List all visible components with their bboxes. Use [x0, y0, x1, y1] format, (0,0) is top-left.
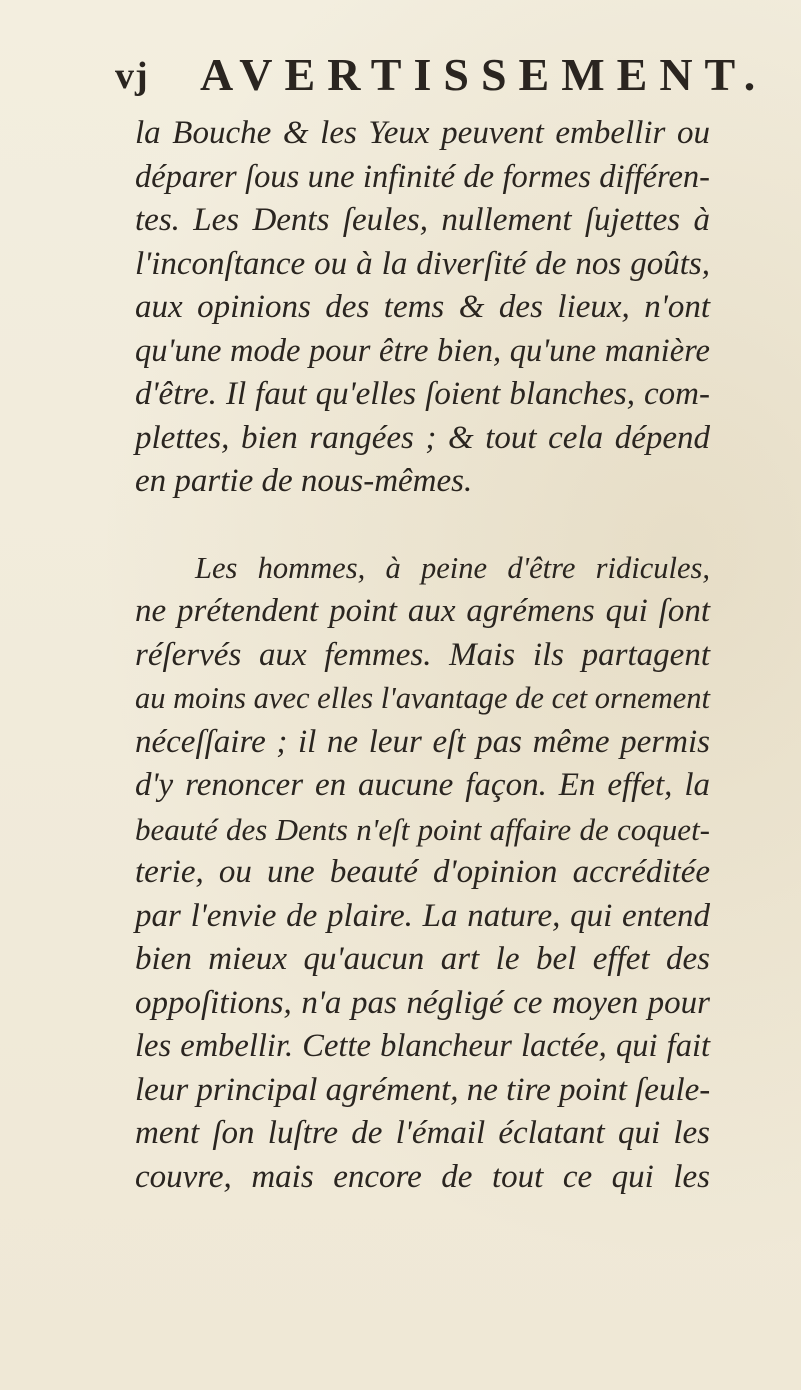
- text-line: plettes, bien rangées ; & tout cela dépend: [135, 419, 710, 456]
- paragraph-1: [135, 112, 710, 504]
- text-line: au moins avec elles l'avantage de cet ornement: [135, 681, 710, 715]
- text-line: ne prétendent point aux agrémens qui ſont: [135, 593, 710, 629]
- text-line: la Bouche & les Yeux peuvent embellir ou: [135, 115, 710, 151]
- text-line: terie, ou une beauté d'opinion accréditée: [135, 854, 710, 890]
- text-line: aux opinions des tems & des lieux, n'ont: [135, 289, 710, 325]
- text-line: ment ſon luſtre de l'émail éclatant qui les: [135, 1115, 710, 1151]
- text-line: bien mieux qu'aucun art le bel effet des: [135, 941, 710, 977]
- text-line: les embellir. Cette blancheur lactée, qui fait: [135, 1028, 710, 1064]
- text-line: Les hommes, à peine d'être ridicules,: [195, 550, 710, 585]
- text-line: qu'une mode pour être bien, qu'une manière: [135, 332, 710, 369]
- text-line: couvre, mais encore de tout ce qui les: [135, 1158, 710, 1195]
- text-line: néceſſaire ; il ne leur eſt pas même permis: [135, 723, 710, 760]
- text-line: d'être. Il faut qu'elles ſoient blanches, com-: [135, 376, 710, 412]
- paragraph-2: [135, 547, 710, 1200]
- text-line: oppoſitions, n'a pas négligé ce moyen pour: [135, 984, 710, 1021]
- text-line: leur principal agrément, ne tire point ſeule-: [135, 1071, 711, 1108]
- page-number: vj: [115, 55, 149, 97]
- body-text: [135, 112, 710, 1199]
- text-line: l'inconſtance ou à la diverſité de nos goûts,: [135, 245, 710, 282]
- text-line: en partie de nous-mêmes.: [135, 463, 473, 499]
- running-title: AVERTISSEMENT.: [200, 49, 768, 100]
- text-line: déparer ſous une infinité de formes différen-: [135, 158, 710, 195]
- text-line: beauté des Dents n'eſt point affaire de coquet-: [135, 811, 710, 847]
- text-line: tes. Les Dents ſeules, nullement ſujettes à: [135, 202, 710, 238]
- text-line: réſervés aux femmes. Mais ils partagent: [135, 636, 710, 673]
- page-header: [115, 48, 768, 108]
- text-line: d'y renoncer en aucune façon. En effet, la: [135, 767, 710, 803]
- text-line: par l'envie de plaire. La nature, qui entend: [135, 897, 710, 934]
